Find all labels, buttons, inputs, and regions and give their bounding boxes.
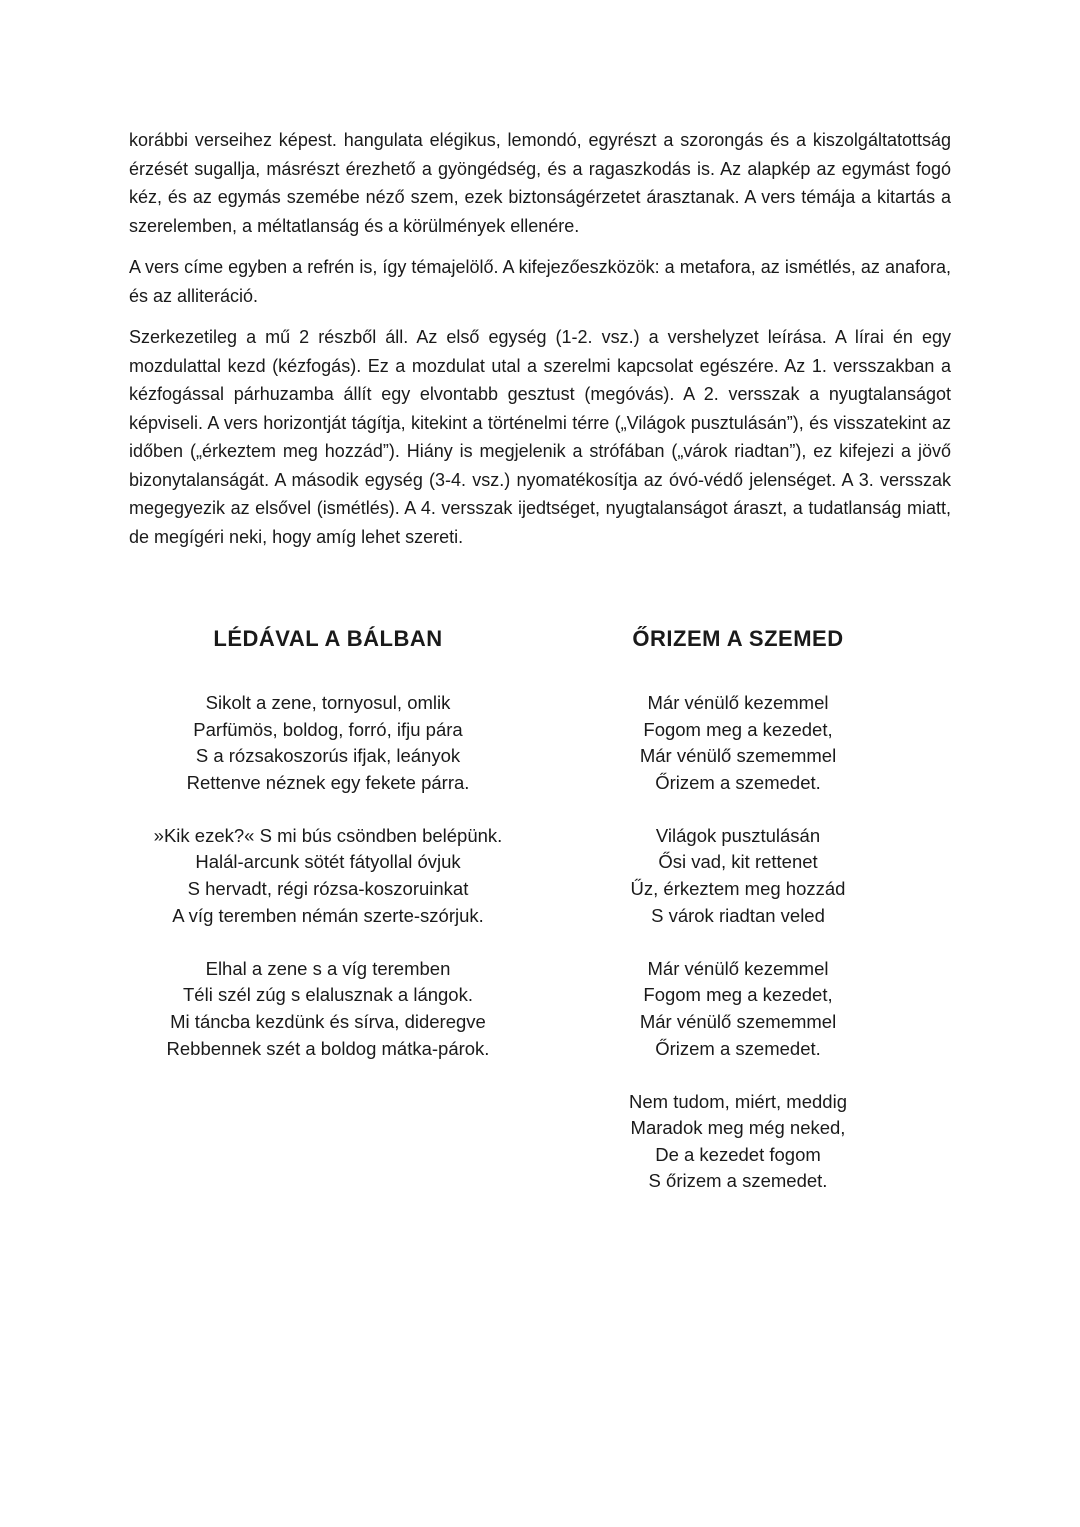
stanza — [118, 956, 538, 1062]
verse-line: Űz, érkeztem meg hozzád — [630, 878, 846, 900]
verse-line: »Kik ezek?« S mi bús csöndben belépünk. — [153, 824, 503, 846]
stanza — [528, 956, 948, 1062]
verse-line: Téli szél zúg s elalusznak a lángok. — [183, 984, 473, 1006]
verse-line: S őrizem a szemedet. — [648, 1170, 828, 1192]
verse-line: S hervadt, régi rózsa-koszoruinkat — [187, 878, 469, 900]
verse-line: Őrizem a szemedet. — [655, 771, 821, 793]
verse-line: Elhal a zene s a víg teremben — [205, 957, 451, 979]
verse-line: Fogom meg a kezedet, — [643, 984, 833, 1006]
verse-line: S a rózsakoszorús ifjak, leányok — [195, 745, 461, 767]
stanza — [528, 690, 948, 796]
stanza — [528, 1089, 948, 1195]
verse-line: Maradok meg még neked, — [630, 1117, 846, 1139]
verse-line: Rebbennek szét a boldog mátka-párok. — [166, 1037, 490, 1059]
verse-line: A víg teremben némán szerte-szórjuk. — [172, 904, 484, 926]
verse-line: Halál-arcunk sötét fátyollal óvjuk — [195, 851, 461, 873]
poem-ledaval-a-balban — [118, 622, 538, 1089]
verse-line: Már vénülő szememmel — [639, 1010, 837, 1032]
paragraph: A vers címe egyben a refrén is, így témajelölő. A kifejezőeszközök: a metafora, az ismétlés, az anafora, és az alliteráció. — [129, 257, 951, 306]
stanza — [118, 690, 538, 796]
verse-line: Mi táncba kezdünk és sírva, dideregve — [170, 1010, 486, 1032]
stanza — [528, 823, 948, 929]
poem-title: LÉDÁVAL A BÁLBAN — [213, 626, 443, 651]
verse-line: Világok pusztulásán — [655, 824, 821, 846]
verse-line: Fogom meg a kezedet, — [643, 718, 833, 740]
verse-line: Már vénülő szememmel — [639, 745, 837, 767]
paragraph: Szerkezetileg a mű 2 részből áll. Az első egység (1-2. vsz.) a vershelyzet leírása. A lírai én egy mozdulattal kezd (kézfogás). Ez a mozdulat utal a szerelmi kapcsolat egészére. Az 1. versszakban a kézfogással párhuzamba állít egy elvontabb gesztust (megóvás). A 2. versszak a nyugtalanságot képviseli. A vers horizontját tágítja, kitekint a történelmi térre („Világok pusztulásán”), és visszatekint az időben („érkeztem meg hozzád”). Hiány is megjelenik a strófában („várok riadtan”), ez kifejezi a jövő bizonytalanságát. A második egység (3-4. vsz.) nyomatékosítja az óvó-védő jelenséget. A 3. versszak megegyezik az elsővel (ismétlés). A 4. versszak ijedtséget, nyugtalanságot áraszt, a tudatlanság miatt, de megígéri neki, hogy amíg lehet szereti. — [129, 327, 951, 547]
verse-line: Már vénülő kezemmel — [647, 957, 829, 979]
verse-line: De a kezedet fogom — [655, 1143, 821, 1165]
verse-line: Ősi vad, kit rettenet — [658, 851, 818, 873]
poem-title: ŐRIZEM A SZEMED — [632, 626, 844, 651]
paragraph: korábbi verseihez képest. hangulata elégikus, lemondó, egyrészt a szorongás és a kiszolgáltatottság érzését sugallja, másrészt érezhető a gyöngédség, és a ragaszkodás is. Az alapkép az egymást fogó kéz, és az egymás szemébe néző szem, ezek biztonságérzetet árasztanak. A vers témája a kitartás a szerelemben, a méltatlanság és a körülmények ellenére. — [129, 130, 951, 236]
verse-line: Nem tudom, miért, meddig — [629, 1090, 847, 1112]
verse-line: Őrizem a szemedet. — [655, 1037, 821, 1059]
stanza — [118, 823, 538, 929]
verse-line: S várok riadtan veled — [651, 904, 825, 926]
poems-section — [0, 622, 1080, 1222]
verse-line: Sikolt a zene, tornyosul, omlik — [205, 692, 451, 713]
verse-line: Parfümös, boldog, forró, ifju pára — [193, 718, 463, 740]
analysis-text — [129, 126, 951, 564]
verse-line: Rettenve néznek egy fekete párra. — [186, 771, 470, 793]
verse-line: Már vénülő kezemmel — [647, 692, 829, 713]
poem-orizem-a-szemed — [528, 622, 948, 1222]
